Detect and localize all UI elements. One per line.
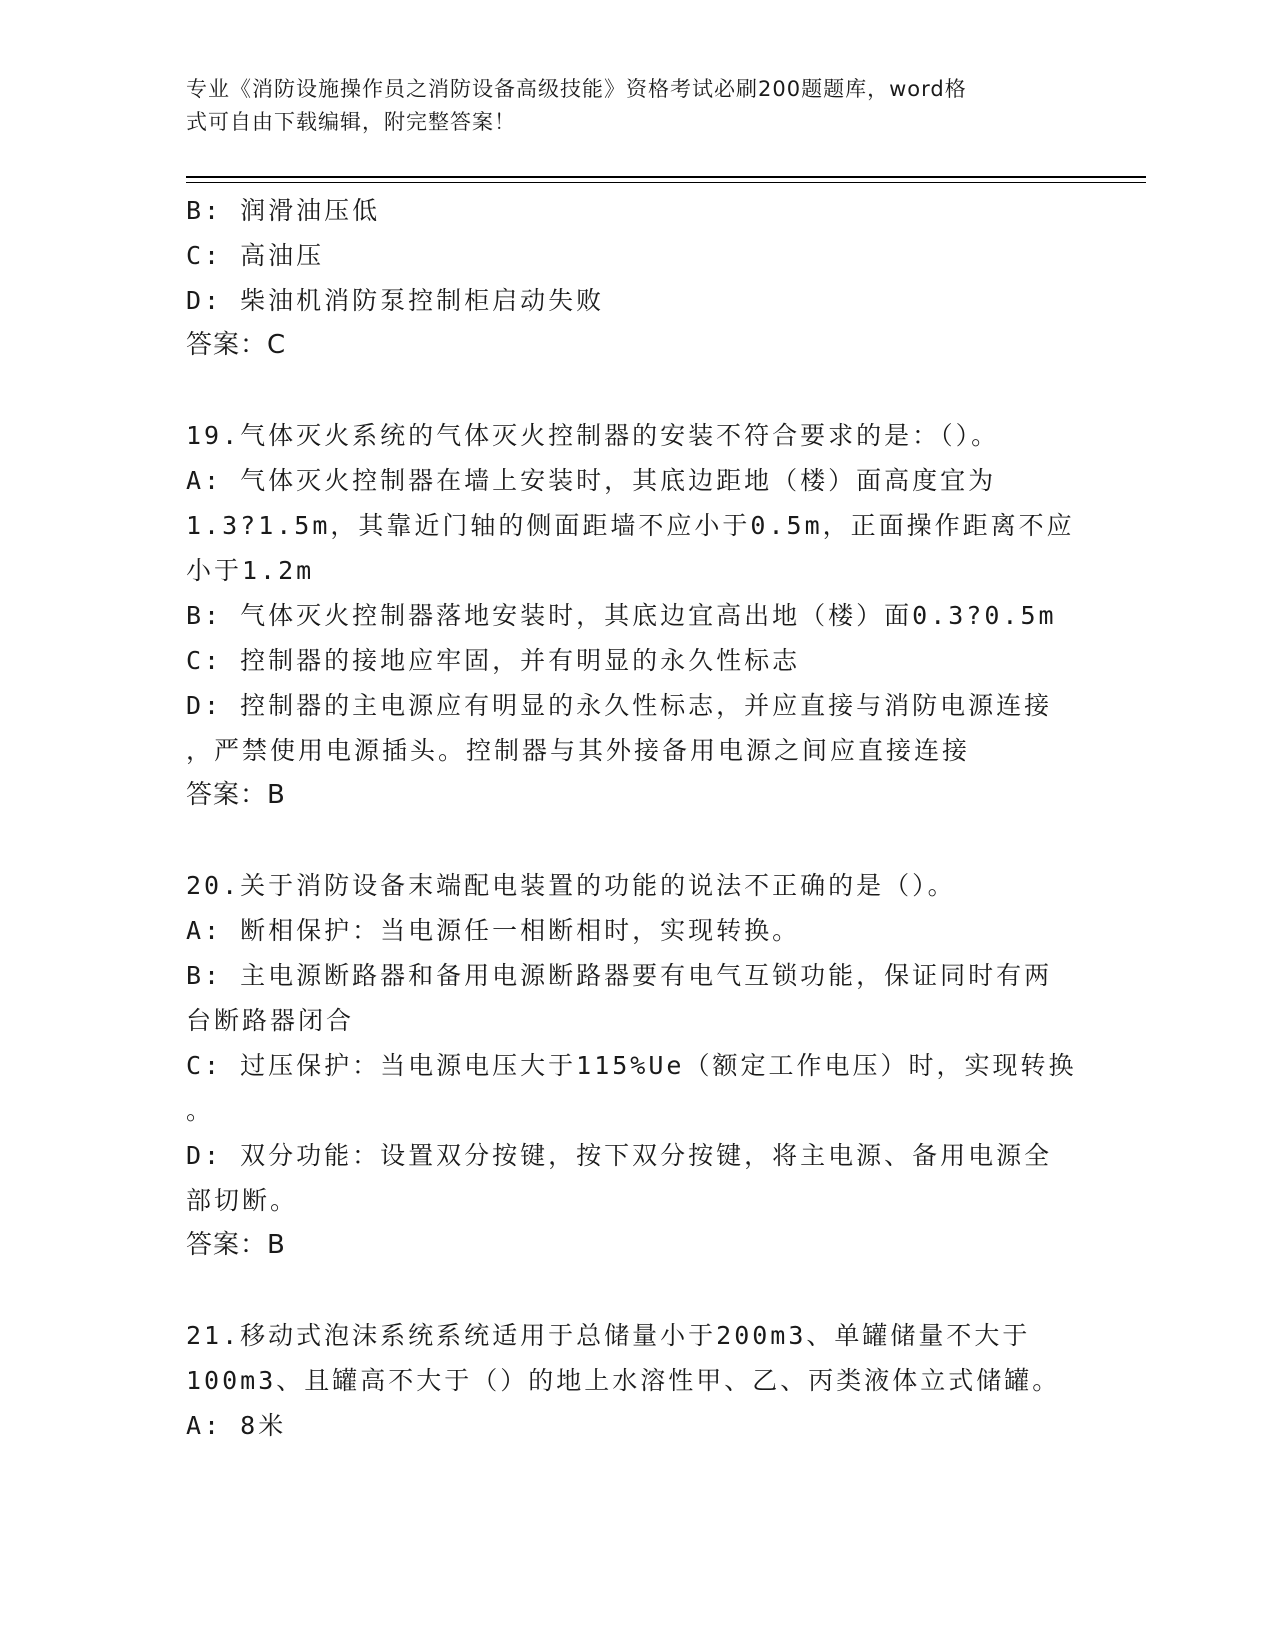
spacer bbox=[186, 1268, 1086, 1313]
question-21 bbox=[186, 1313, 1086, 1448]
q19-option-a-line-2: 1.3?1.5m，其靠近门轴的侧面距墙不应小于0.5m，正面操作距离不应 bbox=[186, 511, 1075, 540]
q21-stem-line-2: 100m3、且罐高不大于（）的地上水溶性甲、乙、丙类液体立式储罐。 bbox=[186, 1366, 1061, 1395]
q19-option-d-line-2: ，严禁使用电源插头。控制器与其外接备用电源之间应直接连接 bbox=[186, 736, 971, 765]
q21-option-a: A: 8米 bbox=[186, 1411, 287, 1440]
q19-answer: 答案：B bbox=[186, 780, 286, 810]
q19-stem: 19.气体灭火系统的气体灭火控制器的安装不符合要求的是：（）。 bbox=[186, 421, 1000, 450]
q19-option-a-line-1: A: 气体灭火控制器在墙上安装时，其底边距地（楼）面高度宜为 bbox=[186, 466, 997, 495]
q20-stem: 20.关于消防设备末端配电装置的功能的说法不正确的是（）。 bbox=[186, 871, 956, 900]
q20-answer: 答案：B bbox=[186, 1230, 286, 1260]
q20-option-c-line-1: C: 过压保护：当电源电压大于115%Ue（额定工作电压）时，实现转换 bbox=[186, 1051, 1077, 1080]
q19-option-c: C: 控制器的接地应牢固，并有明显的永久性标志 bbox=[186, 646, 801, 675]
q20-option-b-line-2: 台断路器闭合 bbox=[186, 1006, 355, 1035]
header-line-2: 式可自由下载编辑，附完整答案！ bbox=[186, 110, 516, 134]
question-content bbox=[186, 188, 1086, 1448]
question-18 bbox=[186, 188, 1086, 368]
q20-option-d-line-2: 部切断。 bbox=[186, 1186, 299, 1215]
q20-option-c-line-2: 。 bbox=[186, 1096, 215, 1125]
q21-stem-line-1: 21.移动式泡沫系统系统适用于总储量小于200m3、单罐储量不大于 bbox=[186, 1321, 1031, 1350]
q20-option-a: A: 断相保护：当电源任一相断相时，实现转换。 bbox=[186, 916, 801, 945]
q19-option-a-line-3: 小于1.2m bbox=[186, 556, 315, 585]
q19-option-b: B: 气体灭火控制器落地安装时，其底边宜高出地（楼）面0.3?0.5m bbox=[186, 601, 1057, 630]
spacer bbox=[186, 818, 1086, 863]
question-20 bbox=[186, 863, 1086, 1268]
q18-option-b: B: 润滑油压低 bbox=[186, 196, 381, 225]
q18-answer: 答案：C bbox=[186, 330, 287, 360]
header-rule-thick bbox=[186, 176, 1146, 178]
q18-option-d: D: 柴油机消防泵控制柜启动失败 bbox=[186, 286, 605, 315]
question-19 bbox=[186, 413, 1086, 818]
document-header bbox=[186, 73, 1066, 139]
header-rule-thin bbox=[186, 182, 1146, 183]
q19-option-d-line-1: D: 控制器的主电源应有明显的永久性标志，并应直接与消防电源连接 bbox=[186, 691, 1053, 720]
header-line-1: 专业《消防设施操作员之消防设备高级技能》资格考试必刷200题题库，word格 bbox=[186, 77, 967, 101]
q20-option-b-line-1: B: 主电源断路器和备用电源断路器要有电气互锁功能，保证同时有两 bbox=[186, 961, 1053, 990]
q18-option-c: C: 高油压 bbox=[186, 241, 325, 270]
spacer bbox=[186, 368, 1086, 413]
q20-option-d-line-1: D: 双分功能：设置双分按键，按下双分按键，将主电源、备用电源全 bbox=[186, 1141, 1053, 1170]
